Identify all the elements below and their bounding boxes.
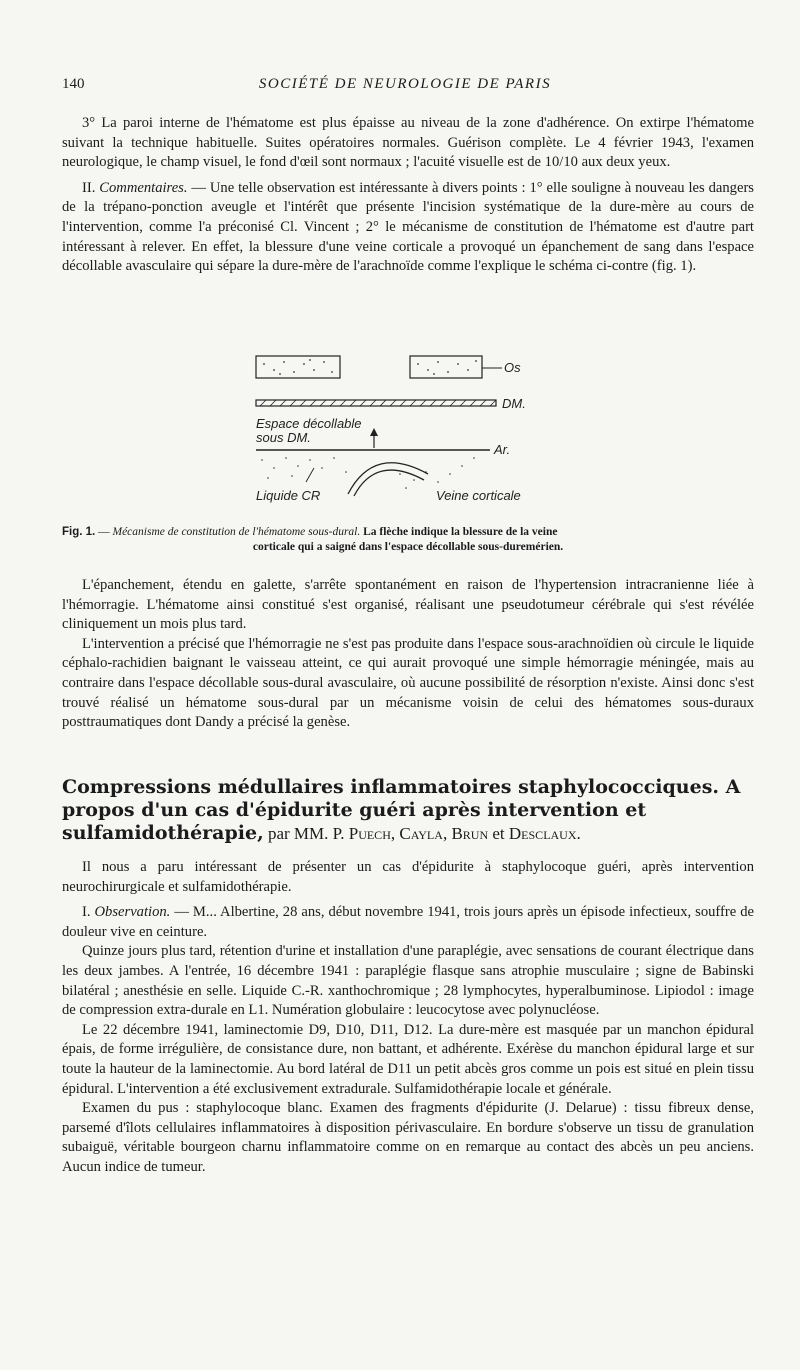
article-title: Compressions médullaires inflammatoires staphylococciques. A propos d'un cas d'épidurite guéri après intervention et sulfamidothérapie, par MM. P. Puech, Cayla, Brun et Desclaux. bbox=[62, 776, 741, 844]
author-cayla: Cayla bbox=[399, 824, 443, 843]
figure-diagram bbox=[250, 348, 550, 508]
bone-block-right bbox=[410, 356, 482, 378]
paragraph: Examen du pus : staphylocoque blanc. Examen des fragments d'épidurite (J. Delarue) : tissu fibreux dense, parsemé d'îlots cellulaires inflammatoires à disposition périvasculaire. En bordure s'observe un tissu de granulation subaiguë, véritable bourgeon charnu inflammatoire comme on en remarque au contact des abcès un peu anciens. Aucun indice de tumeur. bbox=[62, 1100, 754, 1175]
cortical-vein-inner bbox=[354, 470, 424, 496]
liquide-leader bbox=[306, 468, 314, 482]
paragraph: L'épanchement, étendu en galette, s'arrête spontanément en raison de l'hypertension intracranienne liée à l'hémorragie. L'hématome ainsi constitué s'est organisé, réalisant une pseudotumeur cérébrale qui s'est révélée cliniquement un mois plus tard. bbox=[62, 577, 754, 633]
label-os: Os bbox=[504, 360, 521, 375]
running-title: SOCIÉTÉ DE NEUROLOGIE DE PARIS bbox=[258, 76, 552, 92]
caption-title: Mécanisme de constitution de l'hématome sous-dural. bbox=[112, 526, 361, 538]
figure-caption: Fig. 1. — Mécanisme de constitution de l'hématome sous-dural. La flèche indique la blessure de la veine corticale qui a saigné dans l'espace décollable sous-duremérien. bbox=[62, 526, 564, 553]
label-espace-line2: sous DM. bbox=[256, 430, 311, 445]
text-block-mid bbox=[62, 576, 754, 733]
paragraph-observation: I. Observation. — M... Albertine, 28 ans, début novembre 1941, trois jours après un épisode infectieux, souffre de douleur vive en ceinture. bbox=[62, 904, 754, 940]
dura-mater-band bbox=[256, 400, 496, 406]
article-title-text: Compressions médullaires inflammatoires staphylococciques. A propos d'un cas d'épidurite guéri après intervention et sulfamidothérapie, bbox=[62, 776, 741, 844]
paragraph: Il nous a paru intéressant de présenter un cas d'épidurite à staphylocoque guéri, après intervention neurochirurgicale et sulfamidothérapie. bbox=[62, 859, 754, 895]
bleed-arrow-head bbox=[370, 428, 378, 436]
author-puech: Puech bbox=[348, 824, 391, 843]
paragraph: Le 22 décembre 1941, laminectomie D9, D10, D11, D12. La dure-mère est masquée par un manchon épidural épais, de forme irrégulière, de consistance dure, non battant, et adhérente. Exérèse du manchon épidural large et sur toute la hauteur de la laminectomie. Au bord latéral de D11 un petit abcès gros comme un pois est situé en plein tissu épidural. L'intervention a été exclusivement extradurale. Sulfamidothérapie locale et générale. bbox=[62, 1021, 754, 1097]
label-liquide: Liquide CR bbox=[256, 488, 321, 503]
bone-dots-right bbox=[417, 360, 477, 375]
page-number: 140 bbox=[62, 76, 85, 92]
label-veine: Veine corticale bbox=[436, 488, 521, 503]
label-espace-line1: Espace décollable bbox=[256, 416, 362, 431]
author-brun: Brun bbox=[451, 824, 489, 843]
paragraph: Quinze jours plus tard, rétention d'urine et installation d'une paraplégie, avec sensations de courant électrique dans les deux jambes. A l'entrée, 16 décembre 1941 : paraplégie flasque sans atrophie musculaire ; signe de Babinski bilatéral ; anesthésie en selle. Liquide C.-R. xanthochromique ; 28 lymphocytes, hyperalbuminose. Lipiodol : image de compression extra-durale en L1. Numération globulaire : leucocytose avec polynucléose. bbox=[62, 943, 754, 1019]
bone-block-left bbox=[256, 356, 340, 378]
paragraph: 3° La paroi interne de l'hématome est plus épaisse au niveau de la zone d'adhérence. On extirpe l'hématome suivant la technique habituelle. Suites opératoires normales. Guérison complète. Le 4 février 1943, l'examen neurologique, le champ visuel, le fond d'œil sont normaux ; l'acuité visuelle est de 10/10 aux deux yeux. bbox=[62, 115, 754, 171]
dura-hatching bbox=[260, 400, 496, 406]
page-header bbox=[62, 76, 748, 98]
label-dm: DM. bbox=[502, 396, 526, 411]
text-block-top bbox=[62, 114, 754, 277]
text-block-bottom bbox=[62, 858, 754, 1178]
hematoma-diagram bbox=[250, 348, 550, 508]
bone-dots-left bbox=[263, 359, 333, 375]
label-ar: Ar. bbox=[494, 442, 511, 457]
cortical-vein-outer bbox=[348, 463, 428, 494]
paragraph-commentaires: II. Commentaires. — Une telle observation est intéressante à divers points : 1° elle souligne à nouveau les dangers de la trépano-ponction aveugle et l'intérêt que présente l'incision systématique de la dure-mère au cours de l'intervention, comme l'a préconisé Cl. Vincent ; 2° le mécanisme de constitution de l'hématome est d'autre part intéressant à relever. En effet, la blessure d'une veine corticale a provoqué un épanchement de sang dans l'espace décollable avasculaire qui sépare la dure-mère de l'arachnoïde comme l'explique le schéma ci-contre (fig. 1). bbox=[62, 179, 754, 275]
caption-label: Fig. 1. bbox=[62, 526, 96, 538]
csf-dots bbox=[261, 457, 475, 489]
author-desclaux: Desclaux bbox=[508, 824, 577, 843]
paragraph: L'intervention a précisé que l'hémorragie ne s'est pas produite dans l'espace sous-arachnoïdien où circule le liquide céphalo-rachidien baignant le vaisseau atteint, ce qui aurait provoqué une simple hémorragie méningée, mais au contraire dans l'espace décollable sous-dural avasculaire, où aucune possibilité de résorption n'existe. Ainsi donc s'est trouvé réalisé un hématome sous-dural par un mécanisme voisin de celui des hématomes sous-duraux posttraumatiques dont Dandy a précisé la genèse. bbox=[62, 635, 754, 731]
